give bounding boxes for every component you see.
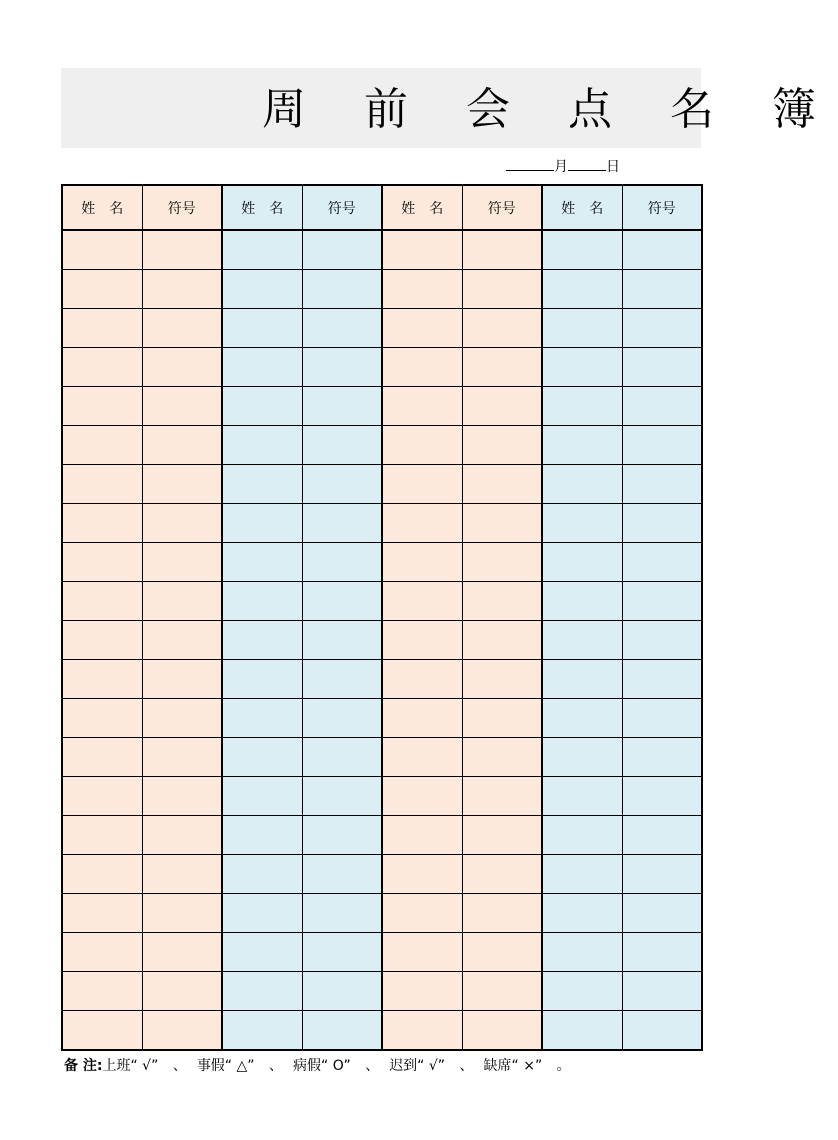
- remark-separator: 、: [269, 1058, 283, 1074]
- table-row: [62, 777, 702, 816]
- mark-cell[interactable]: [302, 582, 382, 621]
- table-row: [62, 816, 702, 855]
- name-cell[interactable]: [542, 816, 622, 855]
- mark-cell[interactable]: [142, 309, 222, 348]
- name-cell[interactable]: [62, 1011, 142, 1051]
- name-cell[interactable]: [222, 270, 302, 309]
- mark-cell[interactable]: [462, 504, 542, 543]
- mark-cell[interactable]: [622, 504, 702, 543]
- name-cell[interactable]: [62, 660, 142, 699]
- name-cell[interactable]: [62, 582, 142, 621]
- name-cell[interactable]: [542, 660, 622, 699]
- name-cell[interactable]: [62, 465, 142, 504]
- name-cell[interactable]: [222, 465, 302, 504]
- name-cell[interactable]: [62, 543, 142, 582]
- header-mark: 符号: [462, 185, 542, 230]
- table-row: [62, 972, 702, 1011]
- mark-cell[interactable]: [142, 582, 222, 621]
- remark-label: 备 注:: [64, 1058, 103, 1074]
- name-cell[interactable]: [542, 933, 622, 972]
- mark-cell[interactable]: [142, 894, 222, 933]
- mark-cell[interactable]: [142, 348, 222, 387]
- name-cell[interactable]: [542, 699, 622, 738]
- mark-cell[interactable]: [142, 855, 222, 894]
- table-row: [62, 621, 702, 660]
- mark-cell[interactable]: [622, 543, 702, 582]
- mark-cell[interactable]: [622, 582, 702, 621]
- name-cell[interactable]: [62, 972, 142, 1011]
- mark-cell[interactable]: [622, 777, 702, 816]
- name-cell[interactable]: [382, 348, 462, 387]
- table-row: [62, 504, 702, 543]
- date-line: [506, 156, 620, 176]
- mark-cell[interactable]: [302, 660, 382, 699]
- table-row: [62, 543, 702, 582]
- mark-cell[interactable]: [462, 816, 542, 855]
- name-cell[interactable]: [222, 426, 302, 465]
- mark-cell[interactable]: [462, 699, 542, 738]
- mark-cell[interactable]: [622, 660, 702, 699]
- name-cell[interactable]: [62, 387, 142, 426]
- name-cell[interactable]: [382, 426, 462, 465]
- name-cell[interactable]: [62, 348, 142, 387]
- mark-cell[interactable]: [302, 504, 382, 543]
- mark-cell[interactable]: [142, 465, 222, 504]
- remark-end: 。: [556, 1058, 571, 1074]
- name-cell[interactable]: [62, 270, 142, 309]
- remark-item-personal-leave: 事假“ △”: [196, 1058, 259, 1074]
- mark-cell[interactable]: [302, 738, 382, 777]
- header-mark: 符号: [622, 185, 702, 230]
- attendance-table: [61, 184, 703, 1051]
- mark-cell[interactable]: [622, 426, 702, 465]
- table-row: [62, 348, 702, 387]
- mark-cell[interactable]: [142, 543, 222, 582]
- remark-separator: 、: [172, 1058, 187, 1074]
- mark-cell[interactable]: [142, 621, 222, 660]
- mark-cell[interactable]: [302, 816, 382, 855]
- remark-item-work: 上班“ √”: [102, 1058, 163, 1074]
- remark-separator: 、: [365, 1058, 380, 1074]
- name-cell[interactable]: [222, 309, 302, 348]
- mark-cell[interactable]: [622, 230, 702, 270]
- name-cell[interactable]: [62, 426, 142, 465]
- mark-cell[interactable]: [302, 933, 382, 972]
- table-row: [62, 309, 702, 348]
- table-row: [62, 387, 702, 426]
- day-label: 日: [606, 159, 620, 175]
- mark-cell[interactable]: [462, 777, 542, 816]
- name-cell[interactable]: [222, 543, 302, 582]
- name-cell[interactable]: [542, 855, 622, 894]
- mark-cell[interactable]: [462, 270, 542, 309]
- mark-cell[interactable]: [622, 972, 702, 1011]
- mark-cell[interactable]: [622, 621, 702, 660]
- mark-cell[interactable]: [622, 738, 702, 777]
- table-row: [62, 699, 702, 738]
- mark-cell[interactable]: [462, 348, 542, 387]
- name-cell[interactable]: [62, 933, 142, 972]
- name-cell[interactable]: [222, 582, 302, 621]
- mark-cell[interactable]: [622, 348, 702, 387]
- name-cell[interactable]: [542, 348, 622, 387]
- remark-separator: 、: [459, 1058, 474, 1074]
- mark-cell[interactable]: [622, 894, 702, 933]
- name-cell[interactable]: [222, 738, 302, 777]
- mark-cell[interactable]: [622, 465, 702, 504]
- name-cell[interactable]: [382, 933, 462, 972]
- name-cell[interactable]: [542, 270, 622, 309]
- table-row: [62, 270, 702, 309]
- name-cell[interactable]: [382, 387, 462, 426]
- name-cell[interactable]: [222, 816, 302, 855]
- name-cell[interactable]: [222, 504, 302, 543]
- name-cell[interactable]: [62, 855, 142, 894]
- mark-cell[interactable]: [302, 972, 382, 1011]
- mark-cell[interactable]: [142, 504, 222, 543]
- mark-cell[interactable]: [622, 933, 702, 972]
- name-cell[interactable]: [222, 1011, 302, 1051]
- name-cell[interactable]: [542, 387, 622, 426]
- remark-item-late: 迟到“ √”: [389, 1058, 450, 1074]
- header-name: 姓 名: [62, 185, 142, 230]
- table-row: [62, 660, 702, 699]
- header-mark: 符号: [142, 185, 222, 230]
- mark-cell[interactable]: [142, 270, 222, 309]
- name-cell[interactable]: [542, 777, 622, 816]
- month-blank[interactable]: [506, 156, 554, 171]
- name-cell[interactable]: [382, 621, 462, 660]
- remark-item-absent: 缺席“ ×”: [483, 1058, 547, 1074]
- mark-cell[interactable]: [302, 855, 382, 894]
- table-row: [62, 426, 702, 465]
- mark-cell[interactable]: [462, 543, 542, 582]
- name-cell[interactable]: [542, 230, 622, 270]
- mark-cell[interactable]: [302, 387, 382, 426]
- name-cell[interactable]: [222, 230, 302, 270]
- name-cell[interactable]: [382, 504, 462, 543]
- mark-cell[interactable]: [302, 777, 382, 816]
- month-label: 月: [554, 159, 568, 175]
- mark-cell[interactable]: [142, 699, 222, 738]
- mark-cell[interactable]: [142, 933, 222, 972]
- mark-cell[interactable]: [302, 309, 382, 348]
- name-cell[interactable]: [382, 855, 462, 894]
- header-mark: 符号: [302, 185, 382, 230]
- name-cell[interactable]: [382, 270, 462, 309]
- table-row: [62, 230, 702, 270]
- table-row: [62, 855, 702, 894]
- mark-cell[interactable]: [142, 972, 222, 1011]
- name-cell[interactable]: [62, 816, 142, 855]
- name-cell[interactable]: [542, 543, 622, 582]
- mark-cell[interactable]: [462, 855, 542, 894]
- page-title: 周 前 会 点 名 簿: [262, 84, 838, 135]
- day-blank[interactable]: [568, 156, 606, 171]
- name-cell[interactable]: [382, 230, 462, 270]
- mark-cell[interactable]: [462, 660, 542, 699]
- mark-cell[interactable]: [622, 309, 702, 348]
- remark-item-sick-leave: 病假“ O”: [293, 1058, 356, 1074]
- name-cell[interactable]: [222, 699, 302, 738]
- mark-cell[interactable]: [462, 933, 542, 972]
- name-cell[interactable]: [222, 660, 302, 699]
- mark-cell[interactable]: [462, 621, 542, 660]
- name-cell[interactable]: [62, 777, 142, 816]
- name-cell[interactable]: [222, 972, 302, 1011]
- name-cell[interactable]: [382, 660, 462, 699]
- mark-cell[interactable]: [302, 543, 382, 582]
- name-cell[interactable]: [382, 894, 462, 933]
- mark-cell[interactable]: [302, 1011, 382, 1051]
- name-cell[interactable]: [222, 777, 302, 816]
- name-cell[interactable]: [382, 816, 462, 855]
- name-cell[interactable]: [382, 777, 462, 816]
- mark-cell[interactable]: [142, 777, 222, 816]
- mark-cell[interactable]: [622, 699, 702, 738]
- table-row: [62, 738, 702, 777]
- name-cell[interactable]: [62, 504, 142, 543]
- header-row: [62, 185, 702, 230]
- header-name: 姓 名: [222, 185, 302, 230]
- mark-cell[interactable]: [622, 1011, 702, 1051]
- name-cell[interactable]: [382, 972, 462, 1011]
- mark-cell[interactable]: [142, 660, 222, 699]
- name-cell[interactable]: [382, 465, 462, 504]
- name-cell[interactable]: [382, 1011, 462, 1051]
- name-cell[interactable]: [542, 738, 622, 777]
- name-cell[interactable]: [382, 699, 462, 738]
- mark-cell[interactable]: [142, 426, 222, 465]
- name-cell[interactable]: [222, 621, 302, 660]
- name-cell[interactable]: [222, 933, 302, 972]
- mark-cell[interactable]: [622, 387, 702, 426]
- name-cell[interactable]: [222, 348, 302, 387]
- name-cell[interactable]: [62, 738, 142, 777]
- mark-cell[interactable]: [302, 348, 382, 387]
- name-cell[interactable]: [382, 582, 462, 621]
- name-cell[interactable]: [62, 309, 142, 348]
- table-row: [62, 465, 702, 504]
- name-cell[interactable]: [542, 426, 622, 465]
- mark-cell[interactable]: [462, 465, 542, 504]
- header-name: 姓 名: [542, 185, 622, 230]
- mark-cell[interactable]: [302, 270, 382, 309]
- name-cell[interactable]: [542, 621, 622, 660]
- mark-cell[interactable]: [622, 855, 702, 894]
- mark-cell[interactable]: [142, 816, 222, 855]
- mark-cell[interactable]: [622, 816, 702, 855]
- mark-cell[interactable]: [462, 972, 542, 1011]
- mark-cell[interactable]: [462, 309, 542, 348]
- name-cell[interactable]: [542, 465, 622, 504]
- mark-cell[interactable]: [462, 738, 542, 777]
- mark-cell[interactable]: [302, 426, 382, 465]
- name-cell[interactable]: [382, 543, 462, 582]
- mark-cell[interactable]: [302, 230, 382, 270]
- name-cell[interactable]: [62, 699, 142, 738]
- name-cell[interactable]: [542, 309, 622, 348]
- name-cell[interactable]: [222, 894, 302, 933]
- mark-cell[interactable]: [462, 582, 542, 621]
- name-cell[interactable]: [382, 738, 462, 777]
- mark-cell[interactable]: [462, 387, 542, 426]
- mark-cell[interactable]: [462, 426, 542, 465]
- mark-cell[interactable]: [142, 738, 222, 777]
- name-cell[interactable]: [62, 621, 142, 660]
- mark-cell[interactable]: [462, 894, 542, 933]
- name-cell[interactable]: [542, 582, 622, 621]
- name-cell[interactable]: [542, 972, 622, 1011]
- table-row: [62, 894, 702, 933]
- mark-cell[interactable]: [622, 270, 702, 309]
- table-row: [62, 582, 702, 621]
- mark-cell[interactable]: [462, 230, 542, 270]
- name-cell[interactable]: [382, 309, 462, 348]
- mark-cell[interactable]: [302, 699, 382, 738]
- mark-cell[interactable]: [302, 894, 382, 933]
- name-cell[interactable]: [542, 504, 622, 543]
- remark-line: [64, 1056, 571, 1076]
- header-name: 姓 名: [382, 185, 462, 230]
- mark-cell[interactable]: [302, 621, 382, 660]
- mark-cell[interactable]: [462, 1011, 542, 1051]
- mark-cell[interactable]: [142, 230, 222, 270]
- name-cell[interactable]: [62, 230, 142, 270]
- name-cell[interactable]: [542, 894, 622, 933]
- table-row: [62, 933, 702, 972]
- table-row: [62, 1011, 702, 1051]
- name-cell[interactable]: [62, 894, 142, 933]
- name-cell[interactable]: [542, 1011, 622, 1051]
- mark-cell[interactable]: [142, 387, 222, 426]
- mark-cell[interactable]: [142, 1011, 222, 1051]
- name-cell[interactable]: [222, 387, 302, 426]
- mark-cell[interactable]: [302, 465, 382, 504]
- name-cell[interactable]: [222, 855, 302, 894]
